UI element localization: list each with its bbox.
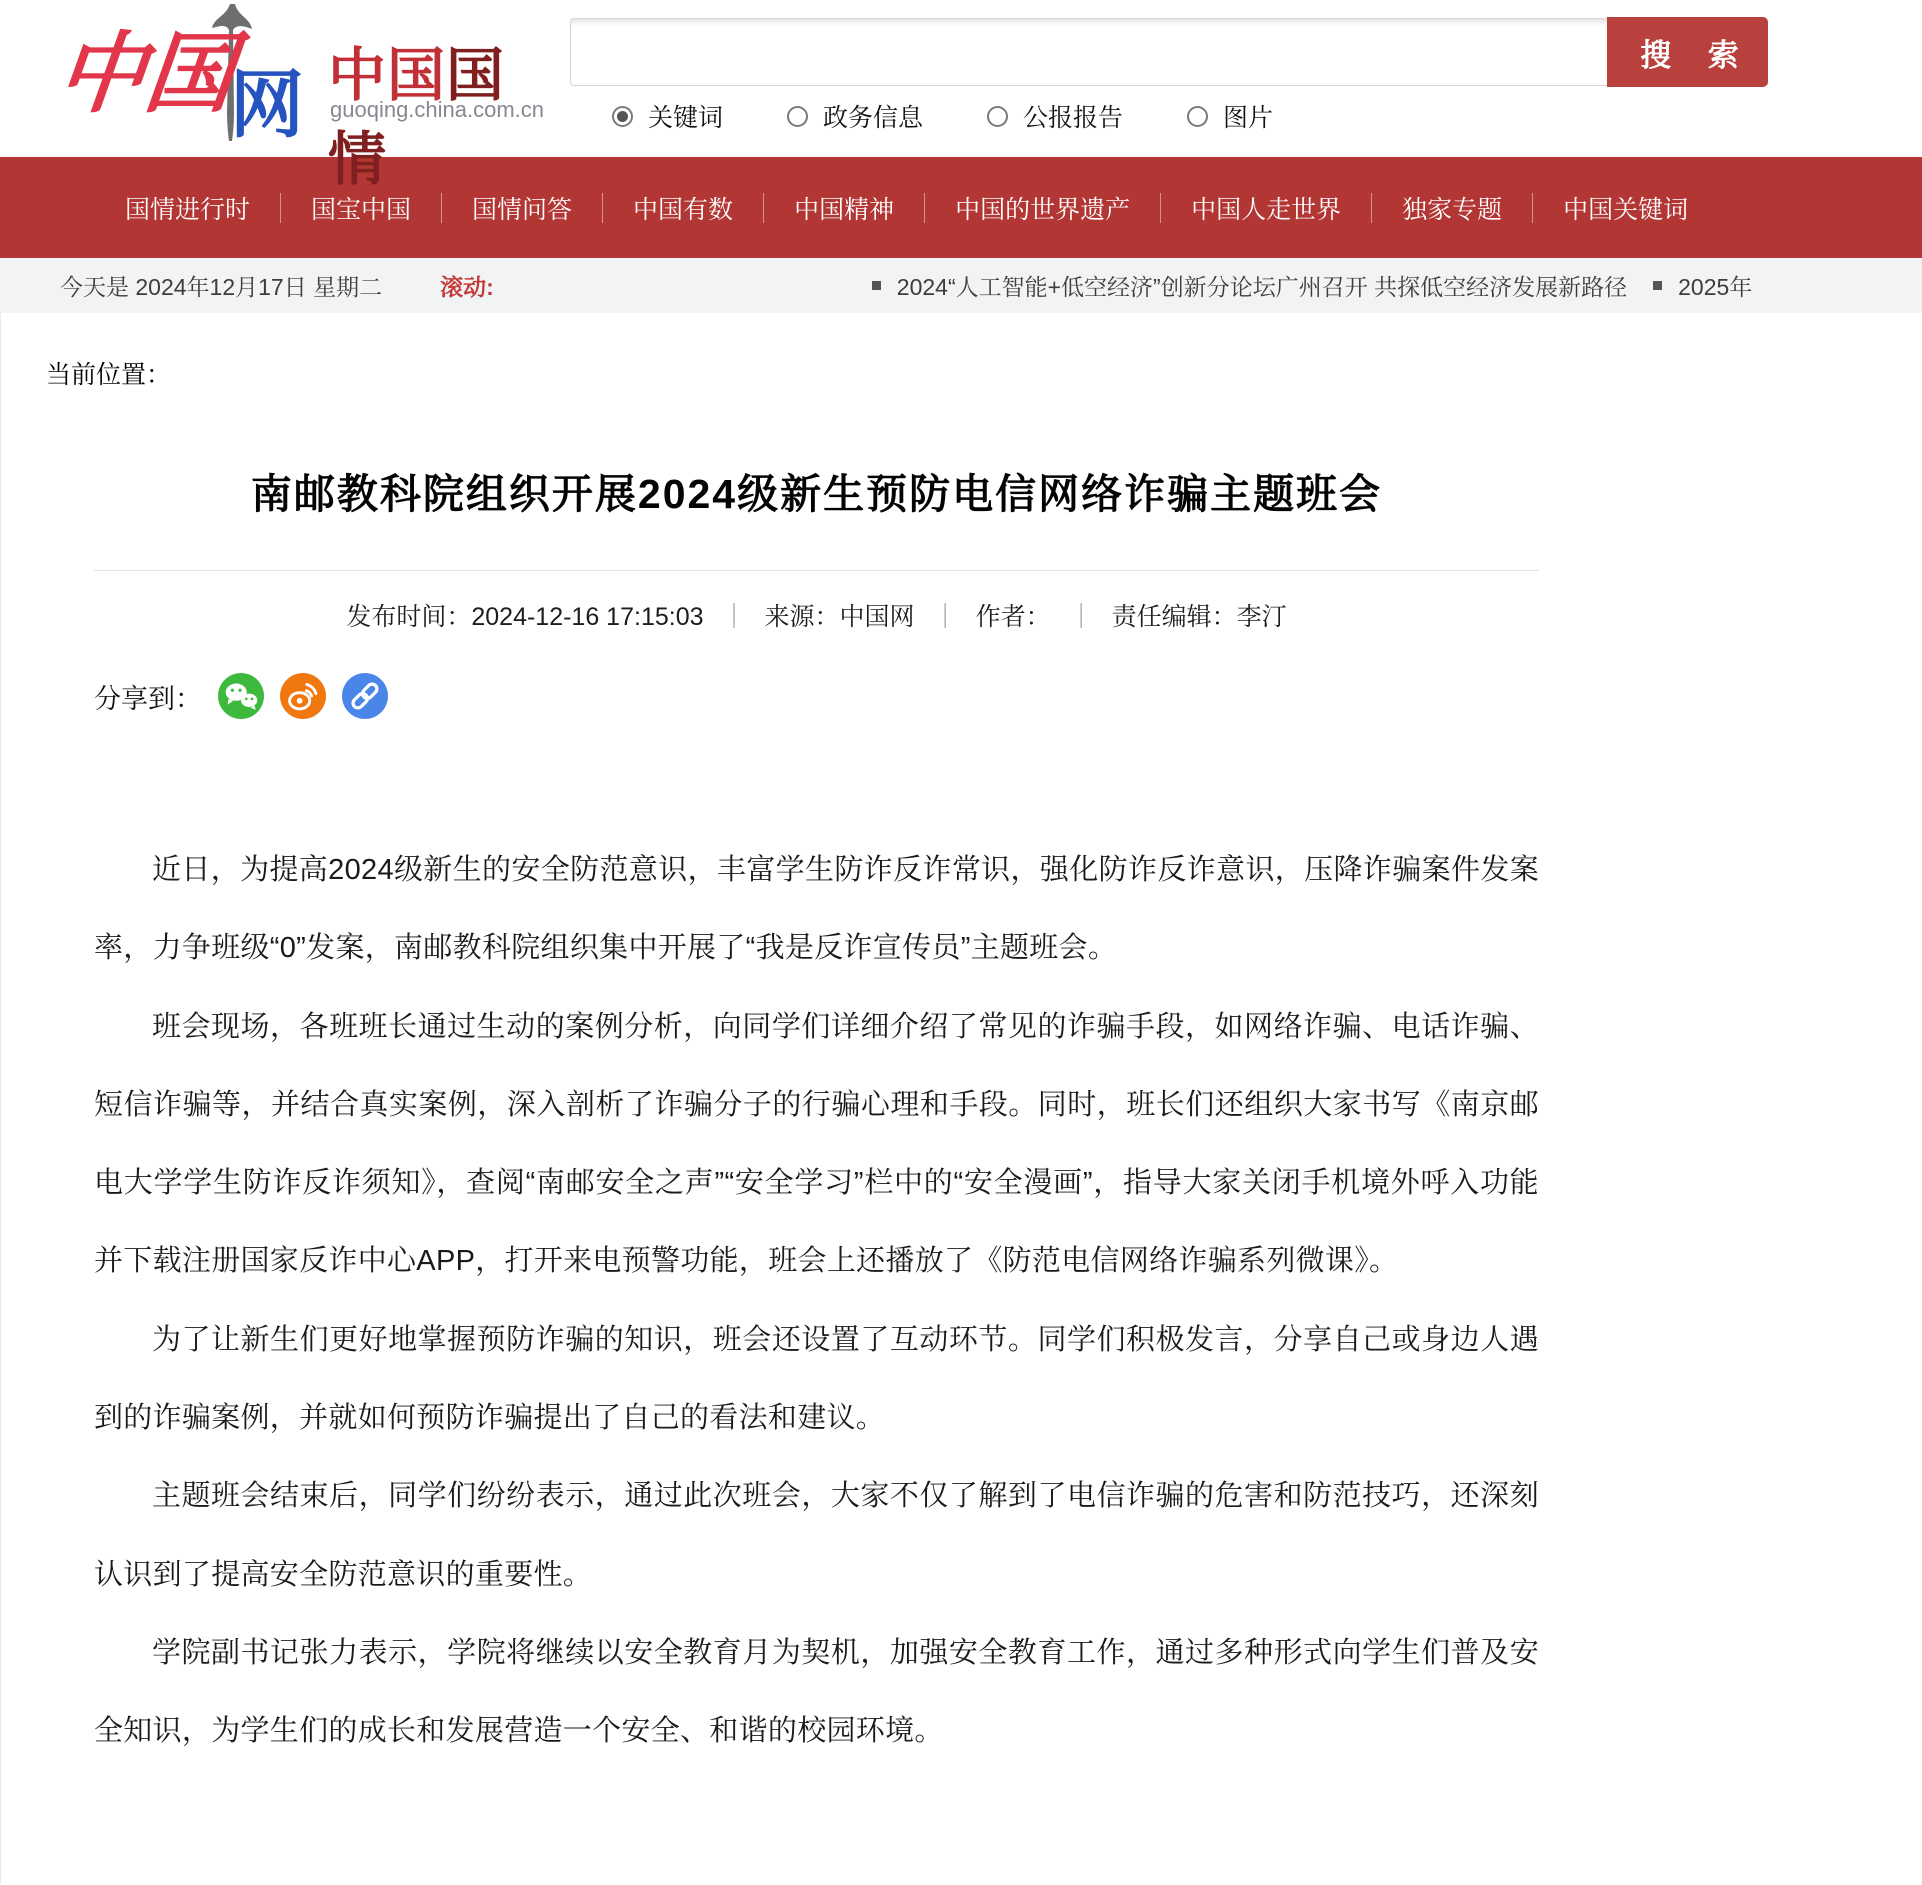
share-label: 分享到： bbox=[94, 683, 202, 714]
nav-item-zhongguo-youshu[interactable]: 中国有数 bbox=[633, 195, 734, 224]
breadcrumb: 当前位置： bbox=[46, 361, 172, 389]
site-logo[interactable] bbox=[28, 2, 558, 192]
nav-item-zhongguo-jingshen[interactable]: 中国精神 bbox=[794, 195, 895, 224]
ticker-news-item[interactable]: 2024“人工智能+低空经济”创新分论坛广州召开 共探低空经济发展新路径 bbox=[896, 274, 1628, 300]
article-paragraph: 为了让新生们更好地掌握预防诈骗的知识，班会还设置了互动环节。同学们积极发言，分享自己或身边人遇到的诈骗案例，并就如何预防诈骗提出了自己的看法和建议。 bbox=[94, 1323, 1539, 1435]
source-label: 来源： bbox=[764, 603, 840, 631]
news-ticker-bar bbox=[0, 258, 1922, 313]
scroll-label: 滚动: bbox=[440, 274, 494, 300]
radio-option-label: 政务信息 bbox=[823, 104, 924, 132]
wechat-share-icon[interactable] bbox=[218, 673, 264, 719]
search-scope-options bbox=[612, 98, 1273, 134]
nav-item-shijie-yichan[interactable]: 中国的世界遗产 bbox=[955, 195, 1131, 224]
meta-divider: ｜ bbox=[721, 603, 747, 631]
article-body bbox=[94, 831, 1539, 1771]
copy-link-share-icon[interactable] bbox=[342, 673, 388, 719]
weibo-share-icon[interactable] bbox=[280, 673, 326, 719]
nav-item-guoqing-wenda[interactable]: 国情问答 bbox=[472, 195, 573, 224]
site-header bbox=[0, 0, 1922, 192]
nav-item-guanjianci[interactable]: 中国关键词 bbox=[1563, 195, 1689, 224]
logo-guoqing-part2: 国情 bbox=[328, 43, 506, 192]
page-title: 南邮教科院组织开展2024级新生预防电信网络诈骗主题班会 bbox=[250, 471, 1383, 517]
editor-value: 李汀 bbox=[1236, 603, 1287, 631]
main-nav bbox=[0, 157, 1922, 258]
nav-item-dujia-zhuanti[interactable]: 独家专题 bbox=[1402, 195, 1503, 224]
radio-option-bulletin[interactable] bbox=[987, 98, 1123, 134]
publish-time-value: 2024-12-16 17:15:03 bbox=[471, 603, 704, 631]
article-paragraph: 学院副书记张力表示，学院将继续以安全教育月为契机，加强安全教育工作，通过多种形式向学生们普及安全知识，为学生们的成长和发展营造一个安全、和谐的校园环境。 bbox=[94, 1636, 1539, 1748]
author-label: 作者： bbox=[975, 603, 1051, 631]
search-button[interactable]: 搜 索 bbox=[1607, 17, 1768, 87]
radio-unselected-icon bbox=[1187, 106, 1208, 127]
content-area bbox=[0, 313, 1922, 1883]
radio-option-keyword[interactable] bbox=[612, 98, 723, 134]
radio-unselected-icon bbox=[987, 106, 1008, 127]
meta-divider: ｜ bbox=[1068, 603, 1094, 631]
radio-option-image[interactable] bbox=[1187, 98, 1273, 134]
radio-option-gov-info[interactable] bbox=[787, 98, 923, 134]
radio-option-label: 关键词 bbox=[648, 104, 724, 132]
logo-guoqing-part1: 中国 bbox=[328, 43, 447, 108]
publish-time-label: 发布时间： bbox=[346, 603, 472, 631]
logo-zhongguo-script: 中国 bbox=[51, 21, 239, 125]
radio-selected-icon bbox=[612, 106, 633, 127]
logo-wang-text: 网 bbox=[230, 63, 304, 146]
meta-divider: ｜ bbox=[932, 603, 958, 631]
radio-option-label: 公报报告 bbox=[1023, 104, 1124, 132]
nav-item-zou-shijie[interactable]: 中国人走世界 bbox=[1191, 195, 1342, 224]
today-date-text: 今天是 2024年12月17日 星期二 bbox=[60, 274, 383, 300]
bullet-icon bbox=[1653, 281, 1662, 290]
nav-item-guobao-zhongguo[interactable]: 国宝中国 bbox=[311, 195, 412, 224]
ticker-news-item[interactable]: 2025年 bbox=[1678, 274, 1753, 300]
radio-option-label: 图片 bbox=[1223, 104, 1274, 132]
article-meta bbox=[94, 597, 1539, 633]
radio-unselected-icon bbox=[787, 106, 808, 127]
ticker-news-list bbox=[846, 269, 1752, 302]
share-row bbox=[94, 673, 1539, 719]
source-value: 中国网 bbox=[839, 603, 915, 631]
article-paragraph: 班会现场，各班班长通过生动的案例分析，向同学们详细介绍了常见的诈骗手段，如网络诈骗、电话诈骗、短信诈骗等，并结合真实案例，深入剖析了诈骗分子的行骗心理和手段。同时，班长们还组织大家书写《南京邮电大学学生防诈反诈须知》，查阅“南邮安全之声”“安全学习”栏中的“安全漫画”，指导大家关闭手机境外呼入功能并下载注册国家反诈中心APP，打开来电预警功能，班会上还播放了《防范电信网络诈骗系列微课》。 bbox=[94, 1010, 1539, 1278]
bullet-icon bbox=[872, 281, 881, 290]
article-paragraph: 近日，为提高2024级新生的安全防范意识，丰富学生防诈反诈常识，强化防诈反诈意识，压降诈骗案件发案率，力争班级“0”发案，南邮教科院组织集中开展了“我是反诈宣传员”主题班会。 bbox=[94, 854, 1539, 965]
article bbox=[94, 461, 1539, 1771]
editor-label: 责任编辑： bbox=[1111, 603, 1237, 631]
search-input[interactable] bbox=[570, 18, 1607, 86]
nav-item-guoqing-jinxingshi[interactable]: 国情进行时 bbox=[125, 195, 251, 224]
article-paragraph: 主题班会结束后，同学们纷纷表示，通过此次班会，大家不仅了解到了电信诈骗的危害和防范技巧，还深刻认识到了提高安全防范意识的重要性。 bbox=[94, 1480, 1539, 1591]
logo-domain-text: guoqing.china.com.cn bbox=[330, 97, 545, 122]
title-divider bbox=[94, 570, 1539, 571]
